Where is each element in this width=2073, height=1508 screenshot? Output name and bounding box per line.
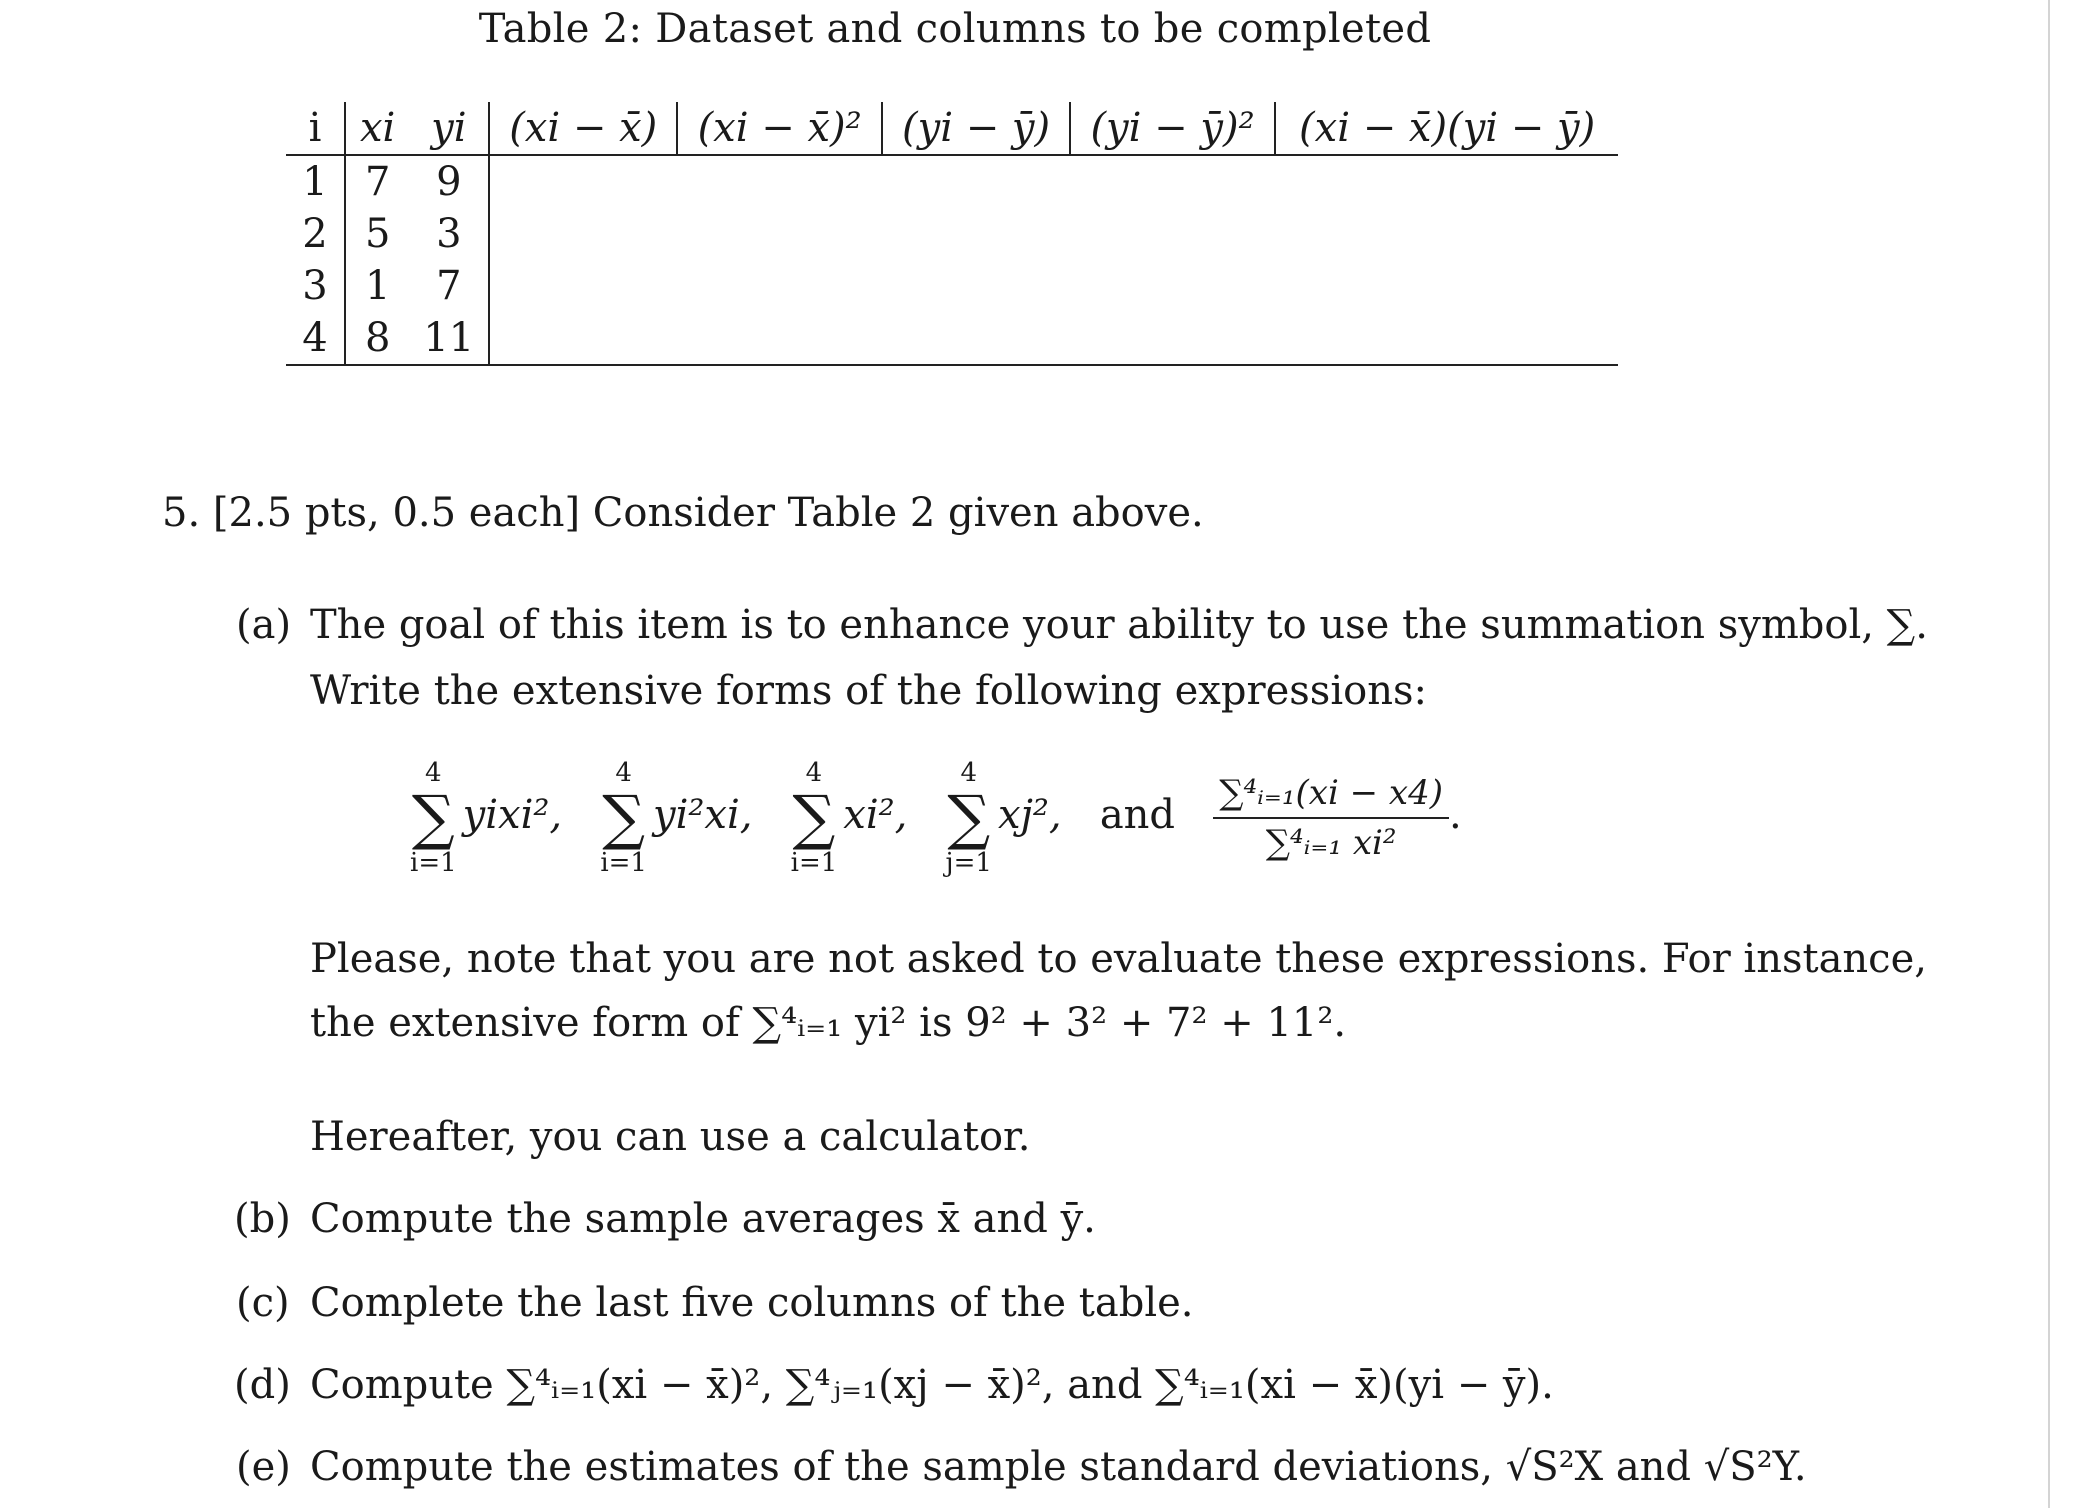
item-d-label: (d) [234, 1362, 291, 1408]
sum-symbol-3 [791, 758, 838, 878]
sum-upper: 4 [960, 758, 978, 788]
page-edge-divider [2048, 0, 2050, 1508]
header-y-dev-sq: (yi − ȳ)² [1070, 102, 1275, 155]
table-header-row [286, 102, 1618, 155]
sum-symbol-2 [600, 758, 647, 878]
cell-x: 8 [345, 312, 409, 365]
item-d-text: Compute ∑⁴ᵢ₌₁(xi − x̄)², ∑⁴ⱼ₌₁(xj − x̄)², and ∑⁴ᵢ₌₁(xi − x̄)(yi − ȳ). [310, 1362, 1554, 1408]
cell-i: 2 [286, 208, 345, 260]
dataset-table [286, 102, 1618, 366]
table-row [286, 208, 1618, 260]
expression-1: yixi², [462, 792, 563, 838]
sigma-icon: ∑ [411, 783, 455, 853]
header-cross-product: (xi − x̄)(yi − ȳ) [1275, 102, 1618, 155]
fraction-numerator: ∑⁴ᵢ₌₁(xi − x4) [1213, 773, 1449, 819]
cell-i: 3 [286, 260, 345, 312]
item-e-label: (e) [236, 1444, 291, 1490]
item-b-label: (b) [234, 1196, 291, 1242]
expression-4: xj², [997, 792, 1062, 838]
cell-x: 1 [364, 263, 391, 309]
cell-x: 7 [364, 159, 391, 205]
table-row [286, 312, 1618, 365]
fraction-denominator: ∑⁴ᵢ₌₁ xi² [1265, 823, 1397, 863]
header-x-dev-sq: (xi − x̄)² [677, 102, 882, 155]
sum-symbol-4 [946, 758, 992, 878]
item-b-text: Compute the sample averages x̄ and ȳ. [310, 1196, 1096, 1242]
item-e-text: Compute the estimates of the sample standard deviations, √S²X and √S²Y. [310, 1444, 1807, 1490]
question-points: [2.5 pts, 0.5 each] [212, 490, 581, 536]
question-intro: Consider Table 2 given above. [592, 490, 1204, 536]
cell-i: 1 [286, 155, 345, 208]
table-caption: Table 2: Dataset and columns to be completed [478, 6, 1432, 52]
and-word: and [1099, 792, 1176, 838]
calculator-note: Hereafter, you can use a calculator. [310, 1114, 1031, 1160]
sum-upper: 4 [805, 758, 823, 788]
sigma-icon: ∑ [947, 783, 991, 853]
header-x-dev: (xi − x̄) [489, 102, 677, 155]
note-line-1: Please, note that you are not asked to evaluate these expressions. For instance, [310, 936, 1927, 982]
sum-upper: 4 [425, 758, 442, 788]
item-c-text: Complete the last five columns of the table. [310, 1280, 1194, 1326]
cell-y: 7 [409, 260, 489, 312]
sum-lower: i=1 [790, 848, 838, 878]
item-a-label: (a) [236, 602, 292, 648]
sigma-icon: ∑ [792, 783, 836, 853]
sigma-icon: ∑ [602, 783, 646, 853]
header-yi: yi [409, 102, 489, 155]
question-number: 5. [162, 490, 201, 536]
note-line-2: the extensive form of ∑⁴ᵢ₌₁ yi² is 9² + 3² + 7² + 11². [310, 1000, 1347, 1046]
table-row [286, 155, 1618, 208]
expression-2: yi²xi, [652, 792, 753, 838]
sum-lower: j=1 [945, 848, 992, 878]
sum-upper: 4 [615, 758, 632, 788]
question-heading [162, 490, 1204, 536]
fraction-expression [1213, 773, 1449, 863]
header-i: i [286, 102, 345, 155]
summation-expressions: 4 ∑ i=1 yixi², 4 ∑ i=1 yi²xi, 4 ∑ i=1 xi², 4 ∑ j=1 xj², and $\frac{\text{∑⁴ᵢ₌₁(xi − x4)}}{\text{∑⁴ᵢ₌₁ xi²}}$ . [410, 758, 1462, 878]
item-a-line2: Write the extensive forms of the following expressions: [310, 668, 1427, 714]
blank-cells [489, 208, 1618, 260]
item-c-label: (c) [236, 1280, 290, 1326]
cell-y: 11 [409, 312, 489, 365]
header-xi: xi [345, 102, 409, 155]
cell-i: 4 [286, 312, 345, 365]
table-row [286, 260, 1618, 312]
cell-y: 9 [409, 155, 489, 208]
expression-3: xi², [843, 792, 908, 838]
cell-y: 3 [409, 208, 489, 260]
item-a-line1: The goal of this item is to enhance your ability to use the summation symbol, ∑. [310, 602, 1928, 648]
sum-lower: i=1 [600, 848, 647, 878]
blank-cells [489, 155, 1618, 208]
cell-x: 5 [364, 211, 391, 257]
sum-symbol-1 [410, 758, 457, 878]
blank-cells [489, 260, 1618, 312]
blank-cells [489, 312, 1618, 365]
header-y-dev: (yi − ȳ) [882, 102, 1070, 155]
sum-lower: i=1 [410, 848, 457, 878]
